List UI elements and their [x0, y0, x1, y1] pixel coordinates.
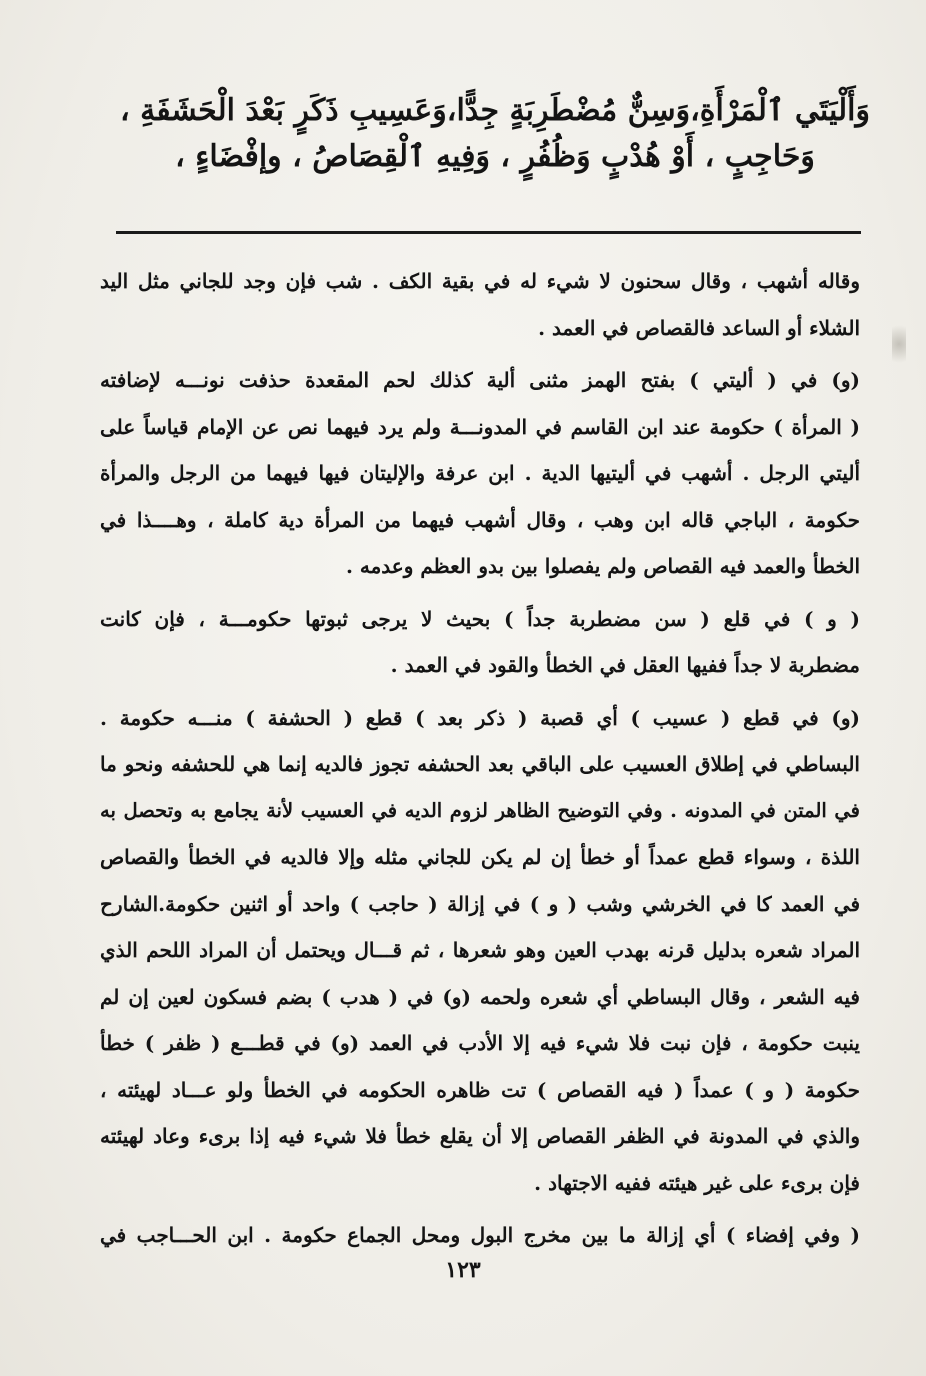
text-line: مضطربة لا جداً ففيها العقل في الخطأ والقود في العمد . — [390, 653, 860, 677]
paragraph — [100, 357, 860, 590]
text-line: فيه الشعر ، وقال البساطي أي شعره ولحمه (و) في ( هدب ) بضم فسكون لعين إن لم — [100, 984, 860, 1009]
text-line: في المتن في المدونه . وفي التوضيح الظاهر لزوم الديه في العسيب لأنة يجامع به وتحصل به — [100, 798, 860, 822]
paragraph — [100, 258, 860, 351]
commentary-body — [100, 258, 860, 1265]
text-line: في العمد كا في الخرشي وشب ( و ) في إزالة ( حاجب ) واحد أو اثنين حكومة.الشارح — [100, 891, 860, 916]
matn-line: وَحَاجِبٍ ، أَوْ هُدْبٍ وَظُفُرٍ ، وَفِيهِ ٱلْقِصَاصُ ، وإفْضَاءٍ ، — [175, 139, 815, 174]
text-line: حكومة ، الباجي قاله ابن وهب ، وقال أشهب فيهما من المرأة دية كاملة ، وهــــذا في — [100, 507, 860, 532]
matn-line: وَأَلْيَتَي ٱلْمَرْأَةِ،وَسِنٌّ مُضْطَرِبَةٍ جِدًّا،وَعَسِيبِ ذَكَرٍ بَعْدَ الْحَشَفَةِ ، — [120, 93, 870, 128]
paragraph — [100, 1212, 860, 1259]
text-line: اللذة ، وسواء قطع عمداً أو خطأ إن لم يكن للجاني مثله وإلا فالديه في الخطأ والقصاص — [100, 845, 860, 869]
text-line: (و) في ( أليتي ) بفتح الهمز مثنى ألية كذلك لحم المقعدة حذفت نونـــه لإضافته — [100, 368, 860, 392]
text-line: أليتي الرجل . أشهب في أليتيها الدية . ابن عرفة والإليتان فيها فيهما من الرجل والمرأة — [100, 461, 860, 485]
page-number: ١٢٣ — [445, 1257, 481, 1283]
text-line: والذي في المدونة في الظفر القصاص إلا أن يقلع خطأ فلا شيء فيه إذا برىء وعاد لهيئته — [100, 1124, 860, 1148]
text-line: (و) في قطع ( عسيب ) أي قصبة ( ذكر بعد ) قطع ( الحشفة ) منـــه حكومة . — [100, 705, 860, 730]
text-line: الخطأ والعمد فيه القصاص ولم يفصلوا بين بدو العظم وعدمه . — [345, 554, 860, 578]
paragraph — [100, 695, 860, 1207]
scan-speck — [892, 318, 906, 370]
text-line: ينبت حكومة ، فإن نبت فلا شيء فيه إلا الأدب في العمد (و) في قطـــع ( ظفر ) خطأ — [100, 1031, 860, 1055]
text-line: البساطي في إطلاق العسيب على الباقي بعد الحشفه تجوز فالديه إنما هي للحشفه ونحو ما — [100, 752, 860, 776]
text-line: وقاله أشهب ، وقال سحنون لا شيء له في بقية الكف . شب فإن وجد للجاني مثل اليد — [100, 269, 860, 293]
text-line: ( و ) في قلع ( سن مضطربة جداً ) بحيث لا يرجى ثبوتها حكومـــة ، فإن كانت — [100, 606, 860, 631]
text-line: المراد شعره بدليل قرنه بهدب العين وهو شعرها ، ثم قـــال ويحتمل أن المراد اللحم الذي — [100, 938, 860, 962]
text-line: فإن برىء على غير هيئته ففيه الاجتهاد . — [534, 1170, 860, 1195]
text-line: الشلاء أو الساعد فالقصاص في العمد . — [538, 315, 860, 340]
header-divider — [116, 231, 861, 234]
matn-header — [110, 88, 880, 180]
paragraph — [100, 596, 860, 689]
text-line: ( وفي إفضاء ) أي إزالة ما بين مخرج البول ومحل الجماع حكومة . ابن الحـــاجب في — [100, 1223, 860, 1247]
text-line: ( المرأة ) حكومة عند ابن القاسم في المدونـــة ولم يرد فيهما نص عن الإمام قياساً على — [100, 414, 860, 439]
text-line: حكومة ( و ) عمداً ( فيه القصاص ) تت ظاهره الحكومه في الخطأ ولو عـــاد لهيئته ، — [100, 1077, 860, 1102]
